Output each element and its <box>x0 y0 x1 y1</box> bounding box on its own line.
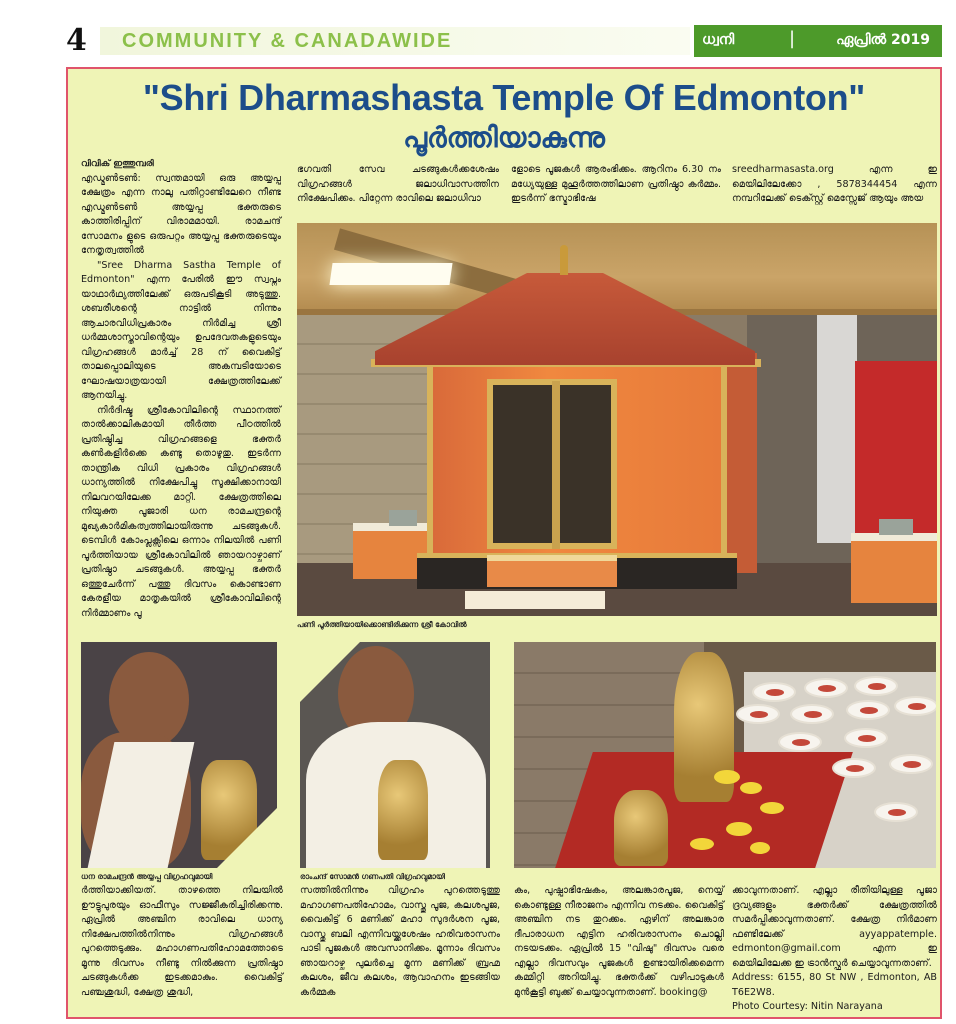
article-column-1 <box>81 157 281 621</box>
priest-photo <box>300 642 490 868</box>
section-title: COMMUNITY & CANADAWIDE <box>122 30 453 52</box>
article-column-3: ളോടെ പൂജകൾ ആരംഭിക്കം. ആറിനം 6.30 നം മധ്യേയുള്ള മുഹൂർത്തത്തിലാണ പ്രതിഷ്ഠാ കർമ്മം. ഇടർന്ന് ഭസ്മാഭിഷേ <box>511 164 721 204</box>
ganapathi-idol <box>614 790 668 866</box>
shrine-step <box>465 591 605 609</box>
offering-plate <box>889 754 933 774</box>
pedestal-stone <box>389 510 417 526</box>
ganapathi-idol <box>378 760 428 860</box>
flower-petal <box>726 822 752 836</box>
paragraph: എഡ്മൺടൺ: സ്വന്തമായി ഒരു അയ്യപ്പ ക്ഷേത്രം എന്ന നാലു പതിറ്റാണ്ടിലേറെ നീണ്ട എഡ്മൺടൺ അയ്യപ്പ ഭക്തരുടെ കാത്തിരിപ്പിന് വിരാമമായി. രാമചന്ദ് സോമനം ളുടെ ഒരുപറ്റം അയ്യപ്പ ഭക്തരുടെയും നേതൃത്വത്തിൽ <box>81 172 281 256</box>
altar-photo <box>514 642 936 868</box>
offering-plate <box>844 728 888 748</box>
flower-petal <box>714 770 740 784</box>
shrine-photo <box>297 223 937 616</box>
section-bar <box>100 27 690 55</box>
paragraph: "Sree Dharma Sastha Temple of Edmonton" എന്ന പേരിൽ ഈ സ്വപ്നം യാഥാർഥ്യത്തിലേക്ക് ഒരുപടികൂടി അടുത്തു. ശബരീശന്റെ നാട്ടിൽ നിന്നും ആചാരവിധിപ്രകാരം നിർമിച്ച ശ്രീ ധർമ്മശാസ്താവിന്റെയും ഉപദേവതകളുടെയും വിഗ്രഹങ്ങൾ മാർച്ച് 28 ന് വൈകിട്ട് താലപ്പൊലിയുടെ അകമ്പടിയോടെ ഘോഷയാത്രയായി ക്ഷേത്രത്തിലേക്ക് ആനയിച്ചു. <box>81 259 281 401</box>
headline: "Shri Dharmashasta Temple Of Edmonton" <box>142 77 866 118</box>
shrine-step <box>487 555 617 587</box>
subheadline: പൂർത്തിയാകുന്നു <box>403 121 605 154</box>
pedestal-stone <box>879 519 913 535</box>
photo-caption: പണി പൂർത്തിയായിക്കൊണ്ടിരിക്കുന്ന ശ്രീ കോവിൽ <box>297 620 467 629</box>
flower-petal <box>690 838 714 850</box>
offering-plate <box>790 704 834 724</box>
wall-panel <box>817 303 857 543</box>
photo-caption: ധന രാമചന്ദ്രൻ അയ്യപ്പ വിഗ്രഹവുമായി <box>81 872 213 881</box>
offering-plate <box>846 700 890 720</box>
pedestal <box>851 533 937 603</box>
article-column-6: സത്തിൽനിന്നും വിഗ്രഹം പുറത്തെടുത്തു മഹാഗണപതിഹോമം, വാസ്തു പൂജ, കലശപൂജ, വൈകിട്ട് 6 മണിക്ക് മഹാ സുദർശന പൂജ, വാസ്തു ബലി എന്നിവയ്ക്കശേഷം ഹരിവരാസനം പാടി പൂജകൾ അവസാനിക്കം. മൂന്നാം ദിവസം ഞായറാഴ്ച പുലർച്ചെ മൂന്ന മണിക്ക് ബ്രഹ്മ കലശം, ജീവ കലശം, ആവാഹനം ഇടങ്ങിയ കർമ്മക <box>300 885 500 998</box>
page-header <box>66 25 942 57</box>
article-column-5: ർത്തിയാക്കിയത്. താഴത്തെ നിലയിൽ ഊട്ടുപുരയും ഓഫീസും സജ്ജീകരിച്ചിരിക്കന്നു. ഏപ്രിൽ അഞ്ചിന രാവിലെ ധാന്യ നിക്ഷേപത്തിൽനിന്നും വിഗ്രഹങ്ങൾ പുറത്തെടുക്കും. മഹാഗണപതിഹോമത്തോടെ മൂന്നു ദിവസം നീണ്ടു നിൽക്കുന്ന പ്രതിഷ്ഠാ ചടങ്ങുകൾക്ക ഇടക്കമാകും. വൈകിട്ട് പഞ്ചശുദ്ധി, ക്ഷേത്ര ശുദ്ധി, <box>81 885 283 998</box>
roof-finial <box>560 245 568 275</box>
article-column-7: കം, പുഷ്പാഭിഷേകം, അലങ്കാരപൂജ, നെയ്യ് കൊണ്ടുള്ള നീരാജനം എന്നിവ നടക്കം. വൈകിട്ട് അഞ്ചിന നട തുറക്കം. ഏഴിന് അലങ്കാര ദീപാരാധന എട്ടിന ഹരിവരാസനം ചൊല്ലി നടയടക്കം. ഏപ്രിൽ 15 "വിഷു" ദിവസം വരെ എല്ലാ ദിവസവും പൂജകൾ ഉണ്ടായിരിക്കമെന്ന കമ്മിറ്റി അറിയിച്ചു. ഭക്തർക്ക് വഴിപാടുകൾ മുൻകൂട്ടി ബുക്ക് ചെയ്യാവുന്നതാണ്. booking@ <box>514 885 724 998</box>
offering-plate <box>894 696 936 716</box>
article-column-8 <box>732 884 937 1015</box>
flower-petal <box>750 842 770 854</box>
issue-date: ഏപ്രിൽ 2019 <box>836 32 930 48</box>
article-column-4: sreedharmasasta.org എന്ന ഇ മെയിലിലേക്കോ , 5878344454 എന്ന നമ്പറിലേക്ക് ടെക്സ്റ്റ് മെസ്സേജ് ആയും അയ <box>732 164 937 204</box>
offering-plate <box>874 802 918 822</box>
offering-plate <box>778 732 822 752</box>
paragraph: നിർദിഷ്ട ശ്രീകോവിലിന്റെ സ്ഥാനത്ത് താൽക്കാലികമായി തീർത്ത പീഠത്തിൽ പ്രതിഷ്ഠിച്ച വിഗ്രഹങ്ങളെ ഭക്തർ കൺകളിർക്കെ കണ്ടു തൊഴുതു. ഇടർന്ന താന്ത്രിക വിധി പ്രകാരം വിഗ്രഹങ്ങൾ ധാന്യത്തിൽ നിക്ഷേപിച്ചു സൂക്ഷിക്കാനായി നിലവറയിലേക്ക മാറ്റി. ക്ഷേത്രത്തിലെ നിയുക്ത പൂജാരി ധന രാമചന്ദ്രന്റെ മുഖ്യകാർമികത്വത്തിലായിരുന്നു ചടങ്ങുകൾ. ടെമ്പിൾ കോംപ്ലക്സിലെ ഒന്നാം നിലയിൽ പണി പൂർത്തിയായ ശ്രീകോവിലിൽ ഞായറാഴ്ചാണ് പ്രതിഷ്ഠാ ചടങ്ങുകൾ. അയ്യപ്പ ഭക്തർ ഒത്തുചേർന്ന് പത്തു ദിവസം കൊണ്ടാണ കേരളീയ മാതൃകയിൽ ശ്രീകോവിലിന്റെ നിർമ്മാണം പൂ <box>81 404 281 619</box>
publication-name: ധ്വനി <box>702 32 735 48</box>
page-number: 4 <box>66 23 87 58</box>
temple-address: Address: 6155, 80 St NW , Edmonton, AB T6E2W8. <box>732 972 937 998</box>
byline: വിവിക് ഇത്തുമ്പരി <box>81 159 154 169</box>
offering-plate <box>736 704 780 724</box>
door-post <box>552 381 560 549</box>
priest-photo <box>81 642 277 868</box>
offering-plate <box>854 676 898 696</box>
article-column-2: ഭഗവതി സേവ ചടങ്ങുകൾക്കശേഷം വിഗ്രഹങ്ങൾ ജലാധിവാസത്തിന നിക്ഷേപിക്കം. പിറ്റേന്ന രാവിലെ ജലാധിവാ <box>297 164 499 204</box>
offering-plate <box>752 682 796 702</box>
offering-plate <box>832 758 876 778</box>
shrine-side-wall <box>727 353 757 573</box>
flower-petal <box>740 782 762 794</box>
publication-separator: | <box>789 28 796 49</box>
offering-plate <box>804 678 848 698</box>
photo-caption: രാംചന്ദ് സോമൻ ഗണപതി വിഗ്രഹവുമായി <box>300 872 445 881</box>
ceiling-light <box>329 263 452 285</box>
flower-petal <box>760 802 784 814</box>
publication-box <box>694 25 942 57</box>
article <box>66 67 942 1019</box>
photo-credit: Photo Courtesy: Nitin Narayana <box>732 1001 883 1012</box>
paragraph: ക്കാവുന്നതാണ്. എല്ലാ രീതിയിലുള്ള പൂജാ ദ്രവ്യങ്ങളും ഭക്തർക്ക് ക്ഷേത്രത്തിൽ സമർപ്പിക്കാവുന്നതാണ്. ക്ഷേത്ര നിർമാണ ഫണ്ടിലേക്ക് ayyappatemple. edmonton@gmail.com എന്ന ഇ മെയിലിലേക്ക ഇ ട്രാൻസ്ഫർ ചെയ്യാവുന്നതാണ്. <box>732 885 937 969</box>
